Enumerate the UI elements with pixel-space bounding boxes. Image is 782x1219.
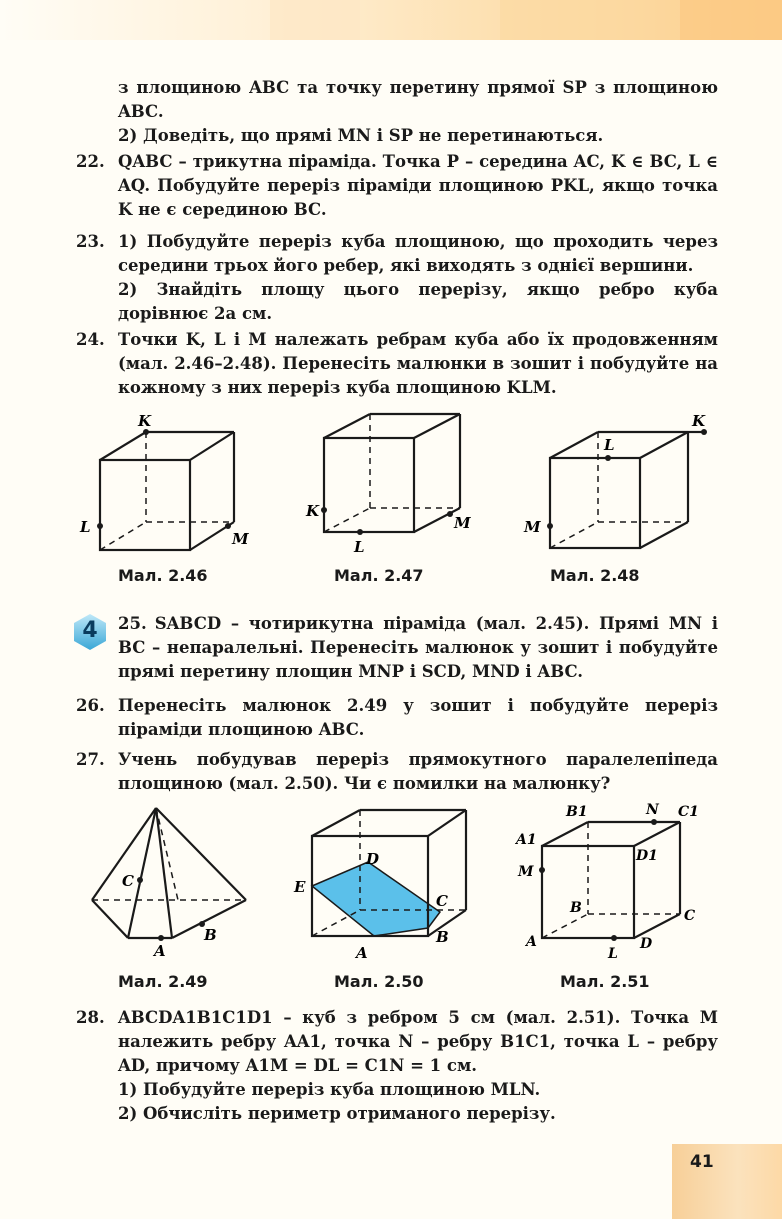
caption-2-48: Мал. 2.48 — [550, 566, 640, 585]
figure-2-48 — [520, 408, 720, 558]
svg-text:C: C — [684, 908, 696, 924]
page-number: 41 — [690, 1152, 714, 1172]
task-27-text: Учень побудував переріз прямокутного паралелепіпеда площиною (мал. 2.50). Чи є помилки на малюнку? — [118, 750, 718, 793]
label-L: L — [80, 518, 91, 536]
svg-text:C: C — [436, 892, 448, 910]
svg-text:A: A — [356, 944, 368, 962]
task-number-23: 23. — [76, 232, 105, 251]
caption-2-51: Мал. 2.51 — [560, 972, 650, 991]
svg-text:B: B — [204, 926, 217, 944]
task-23-part2: 2) Знайдіть площу цього перерізу, якщо ребро куба дорівнює 2a см. — [118, 280, 718, 323]
figure-2-46 — [76, 408, 266, 558]
svg-text:D: D — [640, 936, 653, 952]
task-number-22: 22. — [76, 152, 105, 171]
task-25-text — [118, 612, 718, 684]
svg-text:B: B — [570, 900, 582, 916]
caption-2-46: Мал. 2.46 — [118, 566, 208, 585]
svg-text:A1: A1 — [516, 832, 537, 848]
svg-text:M: M — [524, 518, 541, 536]
svg-text:B: B — [436, 928, 449, 946]
task-25-body: SABCD – чотирикутна піраміда (мал. 2.45). Прямі MN і BC – непаралельні. Перенесіть малюнок у зошит і побудуйте прямі перетину площин MNP і SCD, MND і ABC. — [118, 614, 718, 681]
task-number-25: 25. — [118, 614, 147, 633]
caption-2-49: Мал. 2.49 — [118, 972, 208, 991]
task-number-24: 24. — [76, 330, 105, 349]
caption-2-50: Мал. 2.50 — [334, 972, 424, 991]
svg-text:B1: B1 — [566, 804, 588, 820]
svg-text:E: E — [294, 878, 306, 896]
svg-text:D: D — [366, 850, 380, 868]
intro-text-2: 2) Доведіть, що прямі MN і SP не перетинаються. — [118, 126, 604, 145]
page-number-tab — [672, 1144, 782, 1219]
task-28-part2: 2) Обчисліть периметр отриманого перерізу. — [118, 1104, 556, 1123]
caption-2-47: Мал. 2.47 — [334, 566, 424, 585]
label-M: M — [232, 530, 249, 548]
figure-2-49 — [86, 800, 256, 960]
task-number-28: 28. — [76, 1008, 105, 1027]
figure-2-50 — [290, 800, 480, 965]
task-number-26: 26. — [76, 696, 105, 715]
task-28-text: ABCDA1B1C1D1 – куб з ребром 5 см (мал. 2.51). Точка M належить ребру AA1, точка N – ребру B1C1, точка L – ребру AD, причому A1M = DL = C1N = 1 см. — [118, 1008, 718, 1075]
svg-text:A: A — [526, 934, 537, 950]
svg-text:D1: D1 — [636, 848, 658, 864]
task-24-text: Точки K, L і M належать ребрам куба або їх продовженням (мал. 2.46–2.48). Перенесіть малюнки в зошит і побудуйте на кожному з них переріз куба площиною KLM. — [118, 330, 718, 397]
svg-text:M: M — [518, 864, 534, 880]
svg-text:L: L — [354, 538, 365, 556]
svg-text:N: N — [646, 802, 659, 818]
svg-text:K: K — [306, 502, 320, 520]
svg-text:L: L — [608, 946, 618, 962]
figure-2-51 — [510, 798, 710, 966]
task-26-text: Перенесіть малюнок 2.49 у зошит і побудуйте переріз піраміди площиною ABC. — [118, 696, 718, 739]
task-28-part1: 1) Побудуйте переріз куба площиною MLN. — [118, 1080, 541, 1099]
svg-text:K: K — [692, 412, 706, 430]
svg-text:M: M — [454, 514, 471, 532]
svg-text:C: C — [122, 872, 134, 890]
task-number-27: 27. — [76, 750, 105, 769]
difficulty-level-badge: 4 — [74, 614, 106, 652]
svg-text:C1: C1 — [678, 804, 699, 820]
svg-text:L: L — [604, 436, 615, 454]
figure-2-47 — [300, 408, 490, 558]
svg-text:A: A — [154, 942, 166, 960]
intro-text-1: з площиною ABC та точку перетину прямої SP з площиною ABC. — [118, 78, 718, 121]
task-23-part1: 1) Побудуйте переріз куба площиною, що проходить через середини трьох його ребер, які виходять з однієї вершини. — [118, 232, 718, 275]
top-decorative-band — [0, 0, 782, 40]
label-K: K — [138, 412, 152, 430]
task-22-text: QABC – трикутна піраміда. Точка P – середина AC, K ∈ BC, L ∈ AQ. Побудуйте переріз піраміди площиною PKL, якщо точка K не є серединою BC. — [118, 152, 718, 219]
